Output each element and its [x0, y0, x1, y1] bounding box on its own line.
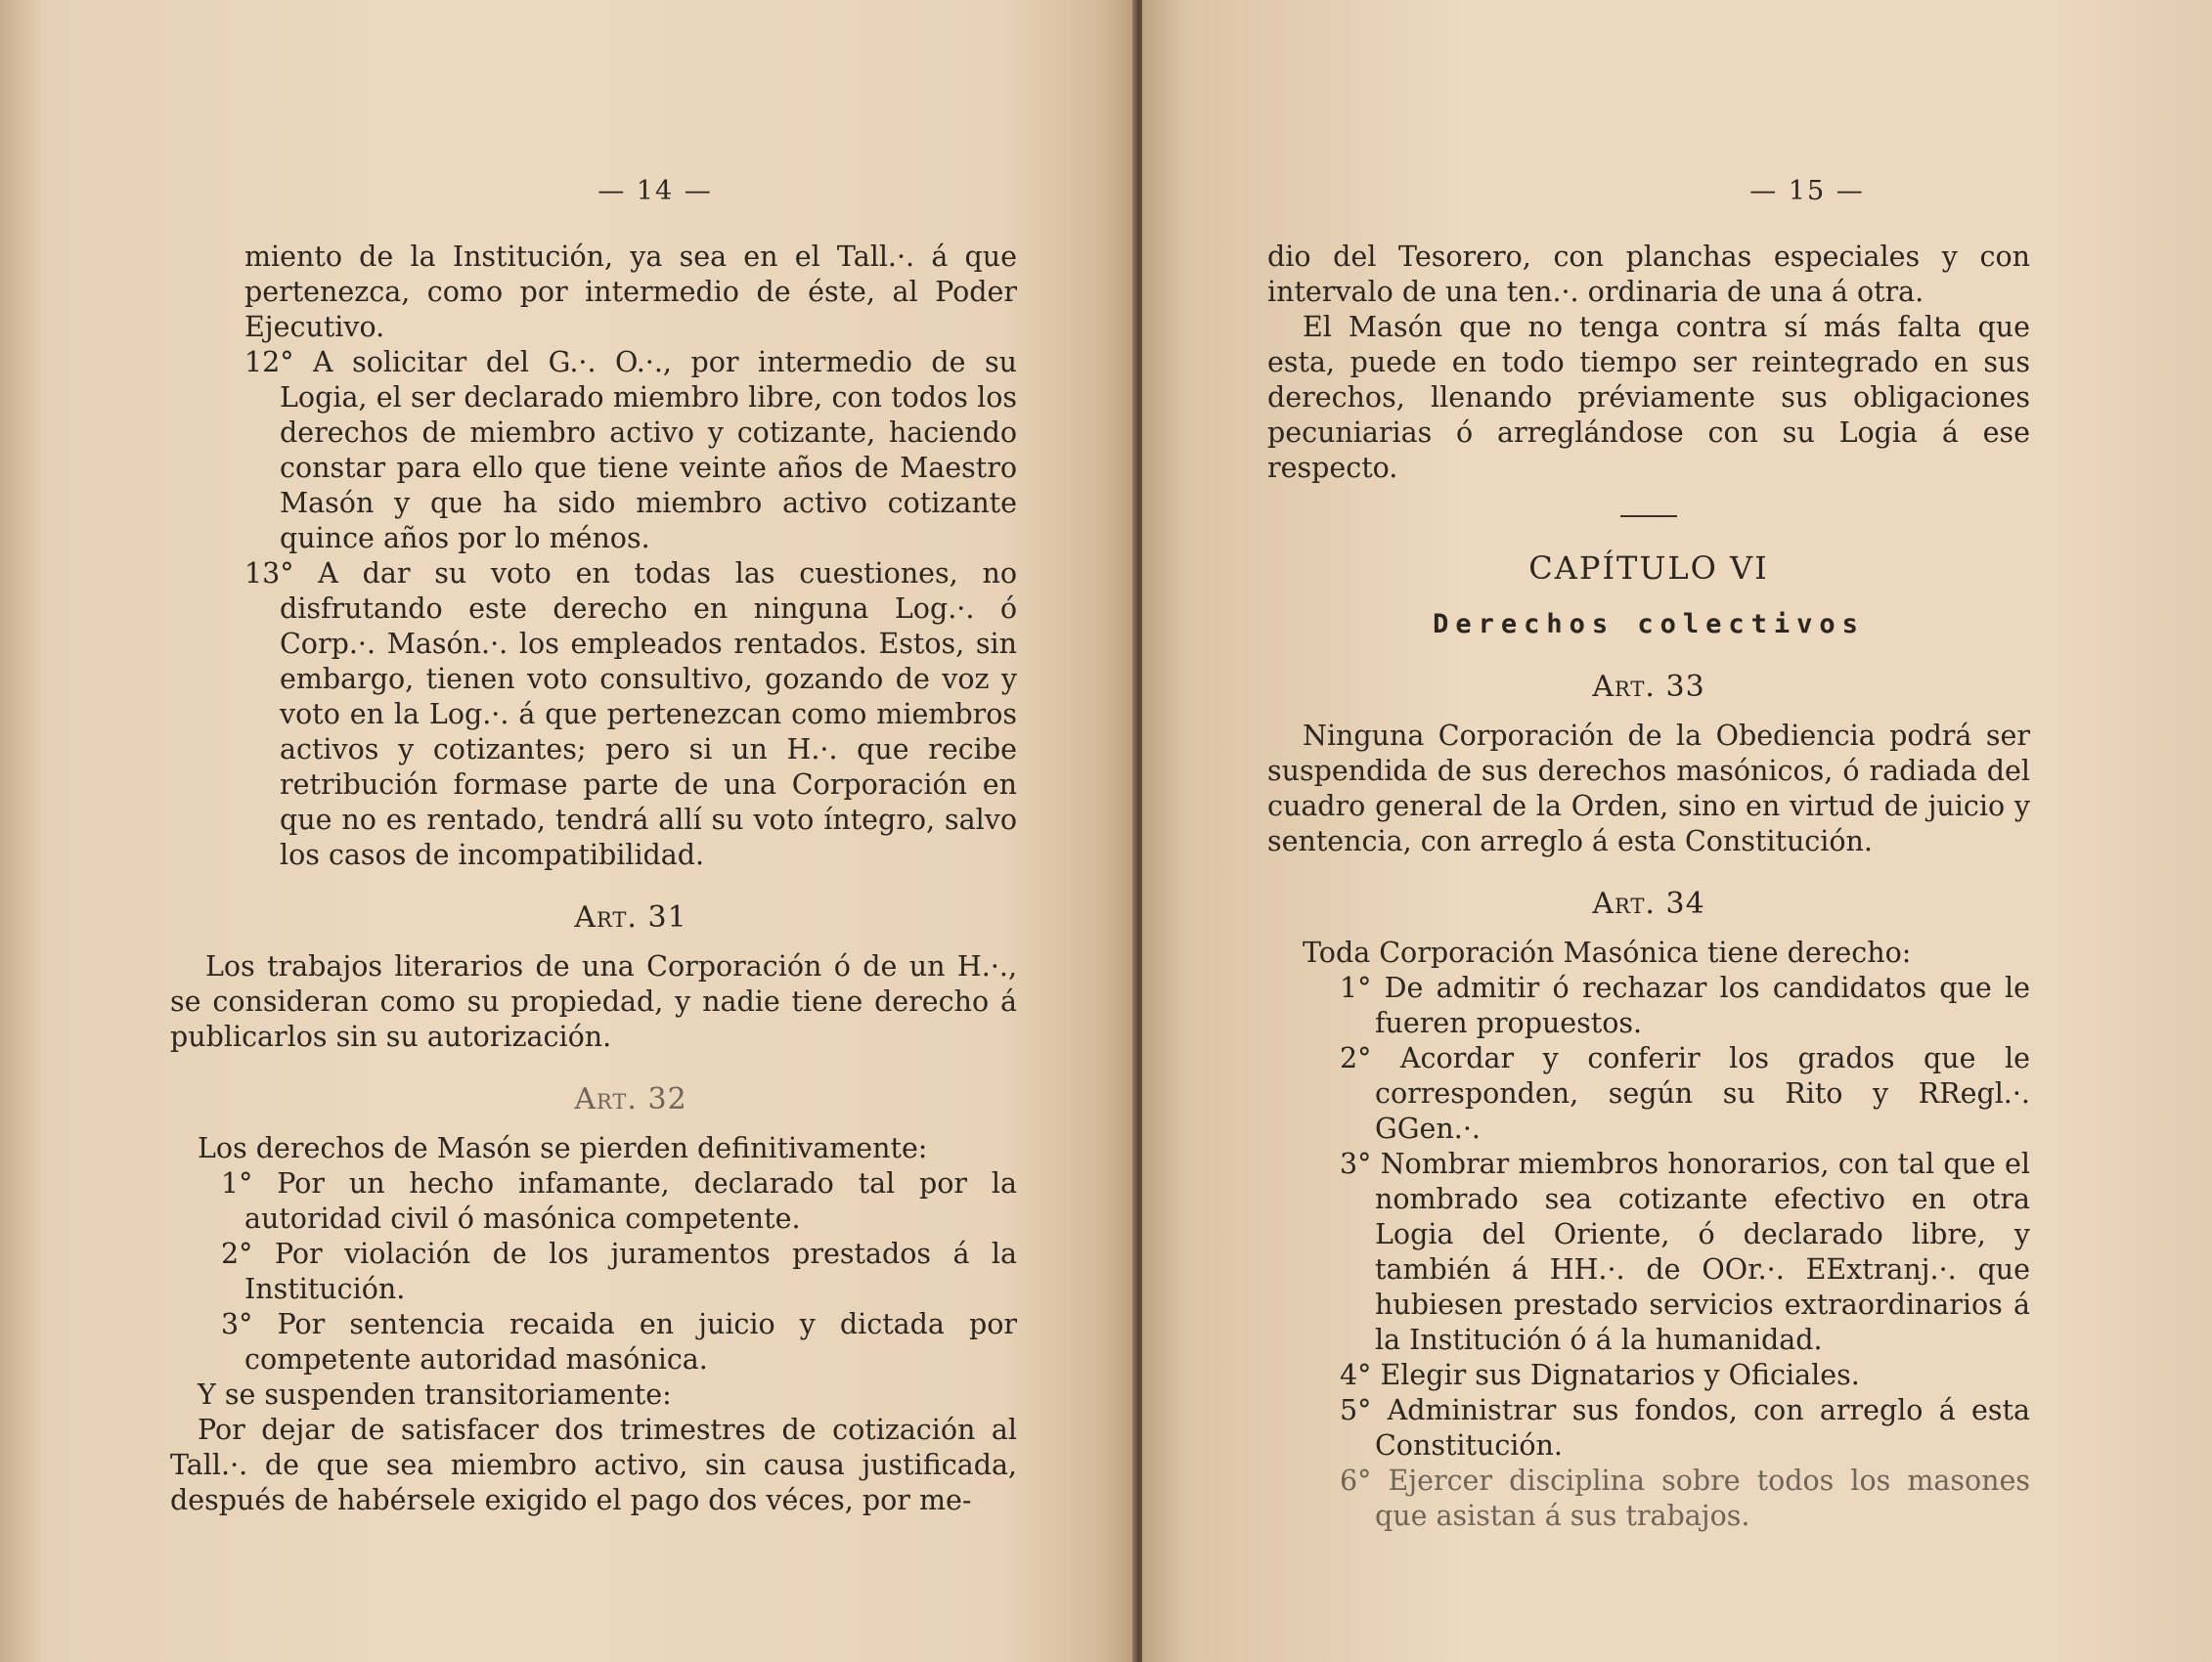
- list-item: 1° De admitir ó rechazar los candidatos que le fueren propuestos.: [1340, 972, 2030, 1039]
- section-divider: [1620, 515, 1677, 517]
- right-page: [1142, 0, 2212, 1662]
- list-item: 12° A solicitar del G.·. O.·., por intermedio de su Logia, el ser declarado miembro libre, con todos los derechos de miembro activo y cotizante, haciendo constar para ello que tiene veinte años de Maestro Masón y que ha sido miembro activo cotizante quince años por lo ménos.: [244, 346, 1017, 554]
- list-item: 3° Nombrar miembros honorarios, con tal que el nombrado sea cotizante efectivo en otra Logia del Oriente, ó declarado libre, y también á HH.·. de OOr.·. EExtranj.·. que hubiesen prestado servicios extraordinarios á la Institución ó á la humanidad.: [1340, 1148, 2030, 1356]
- list-item: 2° Acordar y conferir los grados que le corresponden, según su Rito y RRegl.·. GGen.·.: [1340, 1042, 2030, 1145]
- paragraph: Por dejar de satisfacer dos trimestres de cotización al Tall.·. de que sea miembro activo, sin causa justificada, después de habérsele exigido el pago dos véces, por me-: [170, 1414, 1017, 1516]
- article-heading: Art. 34: [1592, 887, 1705, 921]
- paragraph: El Masón que no tenga contra sí más falta que esta, puede en todo tiempo ser reintegrado en sus derechos, llenando préviamente sus obligaciones pecuniarias ó arreglándose con su Logia á ese respecto.: [1267, 311, 2030, 484]
- paragraph: Toda Corporación Masónica tiene derecho:: [1303, 937, 1912, 969]
- list-item: 4° Elegir sus Dignatarios y Oficiales.: [1340, 1359, 1860, 1391]
- page-number: — 14 —: [597, 176, 713, 206]
- chapter-title: CAPÍTULO VI: [1528, 549, 1769, 587]
- left-page-text: [170, 240, 1017, 1518]
- paragraph: miento de la Institución, ya sea en el Tall.·. á que pertenezca, como por intermedio de éste, al Poder Ejecutivo.: [244, 241, 1017, 343]
- right-page-text: [1267, 240, 2030, 1534]
- list-item: 2° Por violación de los juramentos prestados á la Institución.: [221, 1238, 1017, 1305]
- paragraph: Los derechos de Masón se pierden definitivamente:: [198, 1132, 928, 1164]
- article-heading: Art. 33: [1592, 670, 1705, 704]
- list-item: 5° Administrar sus fondos, con arreglo á esta Constitución.: [1340, 1394, 2030, 1462]
- list-item: 1° Por un hecho infamante, declarado tal por la autoridad civil ó masónica competente.: [221, 1167, 1017, 1235]
- article-heading: Art. 31: [574, 900, 687, 935]
- list-item: 6° Ejercer disciplina sobre todos los masones que asistan á sus trabajos.: [1340, 1465, 2030, 1532]
- list-item: 13° A dar su voto en todas las cuestiones, no disfrutando este derecho en ninguna Log.·. ó Corp.·. Masón.·. los empleados rentados. Estos, sin embargo, tienen voto consultivo, gozando de voz y voto en la Log.·. á que pertenezcan como miembros activos y cotizantes; pero si un H.·. que recibe retribución formase parte de una Corporación en que no es rentado, tendrá allí su voto íntegro, salvo los casos de incompatibilidad.: [244, 557, 1017, 871]
- article-heading: Art. 32: [574, 1082, 687, 1116]
- paragraph: dio del Tesorero, con planchas especiales y con intervalo de una ten.·. ordinaria de una á otra.: [1267, 241, 2030, 308]
- paragraph: Ninguna Corporación de la Obediencia podrá ser suspendida de sus derechos masónicos, ó radiada del cuadro general de la Orden, sino en virtud de juicio y sentencia, con arreglo á esta Constitución.: [1267, 720, 2030, 857]
- chapter-subtitle: Derechos colectivos: [1433, 609, 1865, 639]
- list-item: 3° Por sentencia recaida en juicio y dictada por competente autoridad masónica.: [221, 1308, 1017, 1376]
- paragraph: Y se suspenden transitoriamente:: [198, 1378, 672, 1411]
- paragraph: Los trabajos literarios de una Corporación ó de un H.·., se consideran como su propiedad, y nadie tiene derecho á publicarlos sin su autorización.: [170, 950, 1017, 1053]
- page-number: — 15 —: [1749, 176, 1865, 206]
